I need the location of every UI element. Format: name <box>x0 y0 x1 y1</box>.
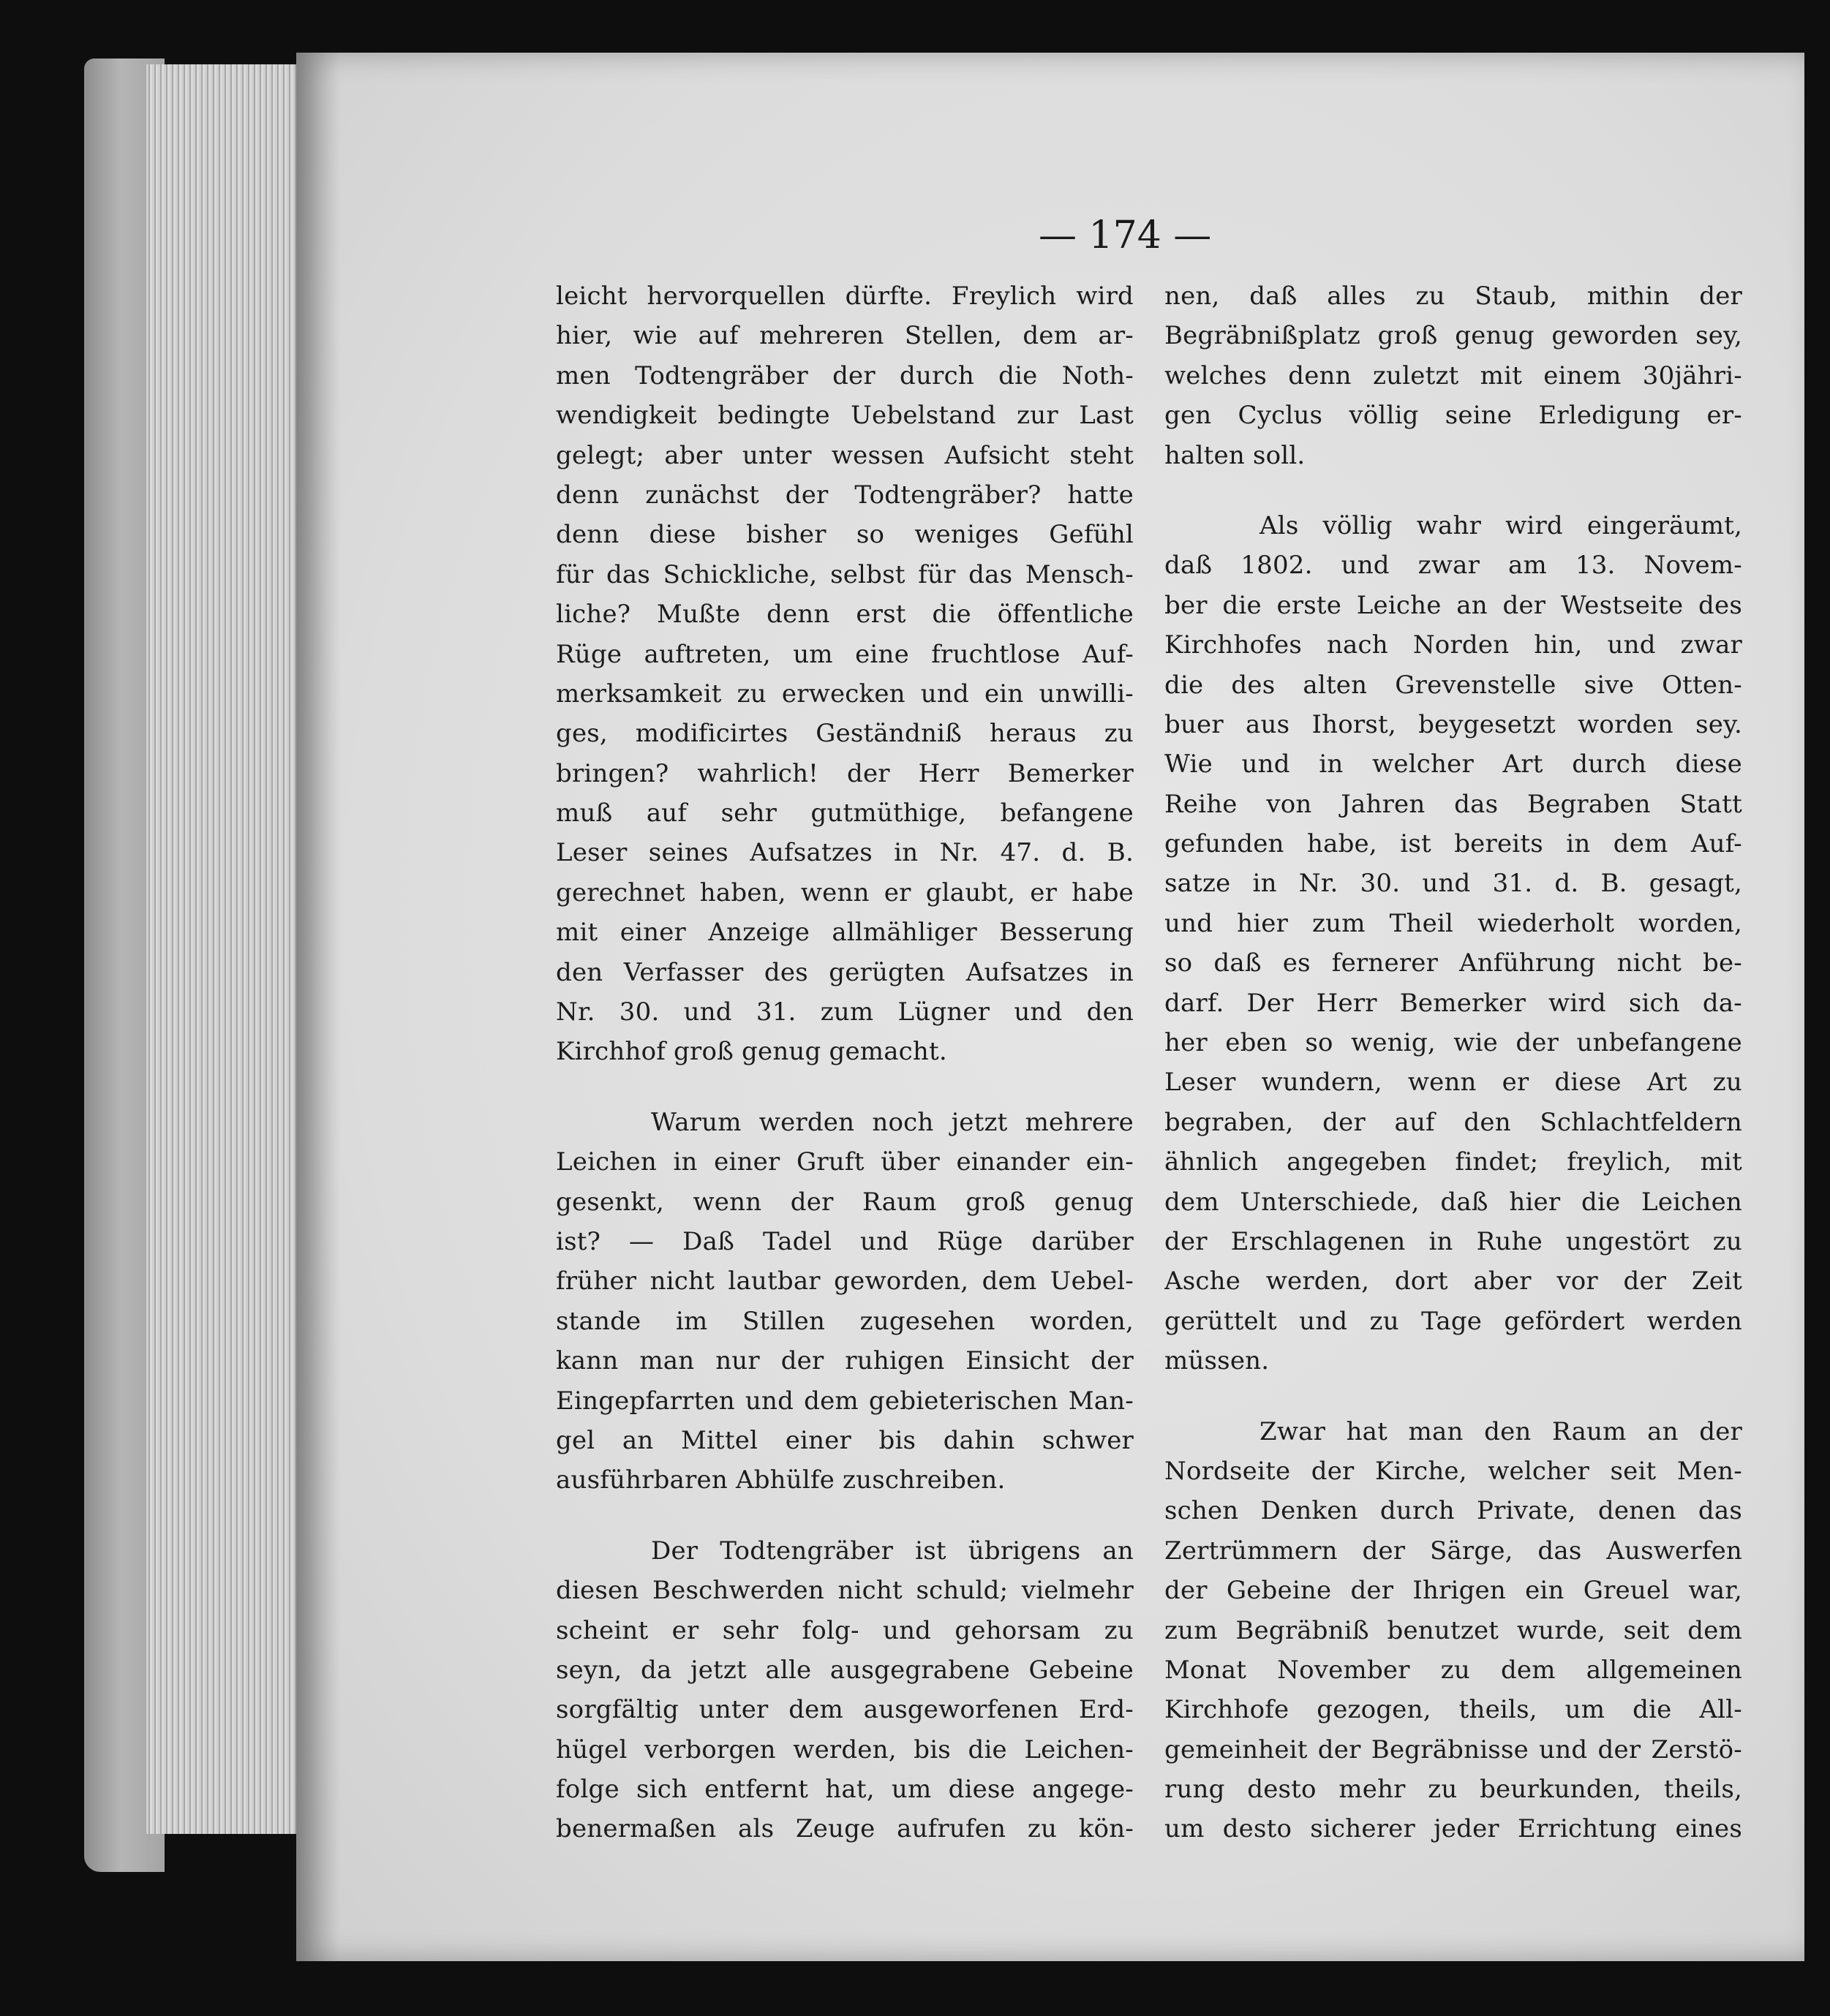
text-line: leicht hervorquellen dürfte. Freylich wird <box>556 282 1134 311</box>
text-line: darf. Der Herr Bemerker wird sich da- <box>1164 988 1742 1018</box>
text-line: hügel verborgen werden, bis die Leichen- <box>556 1734 1134 1764</box>
text-line: dem Unterschiede, daß hier die Leichen <box>1164 1187 1742 1217</box>
left-text-column <box>556 276 1134 1849</box>
text-line: müssen. <box>1164 1346 1270 1376</box>
text-line: sorgfältig unter dem ausgeworfenen Erd- <box>556 1695 1134 1725</box>
text-line: Kirchhofe gezogen, theils, um die All- <box>1164 1695 1742 1725</box>
right-text-column <box>1164 276 1742 1849</box>
text-line: gerechnet haben, wenn er glaubt, er habe <box>556 877 1134 907</box>
text-line: halten soll. <box>1164 440 1306 470</box>
text-line: her eben so wenig, wie der unbefangene <box>1164 1028 1742 1058</box>
text-line: Als völlig wahr wird eingeräumt, <box>1259 510 1742 540</box>
text-line: schen Denken durch Private, denen das <box>1164 1496 1742 1526</box>
paragraph-gap <box>1164 1381 1742 1412</box>
text-line: und hier zum Theil wiederholt worden, <box>1164 908 1742 938</box>
text-line: liche? Mußte denn erst die öffentliche <box>556 600 1134 630</box>
text-line: denn diese bisher so weniges Gefühl <box>556 520 1134 550</box>
text-line: gel an Mittel einer bis dahin schwer <box>556 1425 1134 1455</box>
paragraph <box>1164 506 1742 1381</box>
text-line: mit einer Anzeige allmähliger Besserung <box>556 918 1134 948</box>
text-line: Nr. 30. und 31. zum Lügner und den <box>556 997 1134 1027</box>
paragraph <box>1164 276 1742 475</box>
text-line: gefunden habe, ist bereits in dem Auf- <box>1164 829 1742 859</box>
text-line: gesenkt, wenn der Raum groß genug <box>556 1187 1134 1217</box>
text-line: daß 1802. und zwar am 13. Novem- <box>1164 551 1742 581</box>
text-line: Leser wundern, wenn er diese Art zu <box>1164 1068 1742 1098</box>
text-line: gen Cyclus völlig seine Erledigung er- <box>1164 401 1742 431</box>
text-line: um desto sicherer jeder Errichtung eines <box>1164 1814 1742 1844</box>
text-line: ausführbaren Abhülfe zuschreiben. <box>556 1465 1006 1495</box>
text-line: ist? — Daß Tadel und Rüge darüber <box>556 1226 1134 1256</box>
text-line: Eingepfarrten und dem gebieterischen Man- <box>556 1386 1134 1416</box>
text-line: Monat November zu dem allgemeinen <box>1164 1655 1742 1685</box>
text-line: buer aus Ihorst, beygesetzt worden sey. <box>1164 709 1742 739</box>
text-line: benermaßen als Zeuge aufrufen zu kön- <box>556 1814 1134 1844</box>
text-line: Begräbnißplatz groß genug geworden sey, <box>1164 321 1742 351</box>
page-number: — 174 — <box>1039 214 1212 257</box>
text-line: wendigkeit bedingte Uebelstand zur Last <box>556 401 1134 431</box>
text-line: zum Begräbniß benutzet wurde, seit dem <box>1164 1615 1742 1645</box>
page-stack-edges <box>146 64 300 1834</box>
text-line: Kirchhofes nach Norden hin, und zwar <box>1164 630 1742 660</box>
text-line: satze in Nr. 30. und 31. d. B. gesagt, <box>1164 869 1742 899</box>
text-line: ges, modificirtes Geständniß heraus zu <box>556 719 1134 749</box>
text-line: begraben, der auf den Schlachtfeldern <box>1164 1107 1742 1137</box>
text-line: seyn, da jetzt alle ausgegrabene Gebeine <box>556 1655 1134 1685</box>
text-line: so daß es fernerer Anführung nicht be- <box>1164 948 1742 978</box>
text-line: stande im Stillen zugesehen worden, <box>556 1306 1134 1336</box>
paragraph <box>556 1103 1134 1500</box>
text-line: Kirchhof groß genug gemacht. <box>556 1037 947 1067</box>
text-line: men Todtengräber der durch die Noth- <box>556 360 1134 390</box>
text-line: diesen Beschwerden nicht schuld; vielmehr <box>556 1576 1134 1606</box>
paragraph-gap <box>1164 475 1742 506</box>
text-line: Zwar hat man den Raum an der <box>1259 1416 1742 1446</box>
text-line: Nordseite der Kirche, welcher seit Men- <box>1164 1456 1742 1486</box>
text-line: Warum werden noch jetzt mehrere <box>651 1107 1134 1137</box>
text-line: merksamkeit zu erwecken und ein unwilli- <box>556 679 1134 709</box>
text-line: Reihe von Jahren das Begraben Statt <box>1164 789 1742 819</box>
text-line: bringen? wahrlich! der Herr Bemerker <box>556 758 1134 788</box>
text-line: den Verfasser des gerügten Aufsatzes in <box>556 957 1134 987</box>
text-line: für das Schickliche, selbst für das Mensch- <box>556 559 1134 589</box>
text-line: rung desto mehr zu beurkunden, theils, <box>1164 1775 1742 1805</box>
text-line: ber die erste Leiche an der Westseite des <box>1164 590 1742 620</box>
text-line: der Gebeine der Ihrigen ein Greuel war, <box>1164 1576 1742 1606</box>
text-line: Wie und in welcher Art durch diese <box>1164 750 1742 779</box>
paragraph-gap <box>556 1500 1134 1531</box>
text-line: der Erschlagenen in Ruhe ungestört zu <box>1164 1226 1742 1256</box>
text-line: Leichen in einer Gruft über einander ein- <box>556 1147 1134 1177</box>
text-line: denn zunächst der Todtengräber? hatte <box>556 480 1134 510</box>
text-line: scheint er sehr folg- und gehorsam zu <box>556 1615 1134 1645</box>
text-line: Zertrümmern der Särge, das Auswerfen <box>1164 1536 1742 1566</box>
text-line: gerüttelt und zu Tage gefördert werden <box>1164 1306 1742 1336</box>
gutter-shadow <box>296 53 340 1961</box>
text-line: ähnlich angegeben findet; freylich, mit <box>1164 1147 1742 1177</box>
text-line: kann man nur der ruhigen Einsicht der <box>556 1346 1134 1376</box>
text-line: folge sich entfernt hat, um diese angege- <box>556 1775 1134 1805</box>
paragraph <box>1164 1412 1742 1849</box>
text-line: muß auf sehr gutmüthige, befangene <box>556 799 1134 828</box>
text-line: hier, wie auf mehreren Stellen, dem ar- <box>556 321 1134 351</box>
text-line: Asche werden, dort aber vor der Zeit <box>1164 1266 1742 1296</box>
text-line: die des alten Grevenstelle sive Otten- <box>1164 670 1742 700</box>
text-line: nen, daß alles zu Staub, mithin der <box>1164 282 1742 311</box>
text-line: welches denn zuletzt mit einem 30jähri- <box>1164 360 1742 390</box>
text-line: gelegt; aber unter wessen Aufsicht steht <box>556 440 1134 470</box>
paragraph <box>556 276 1134 1072</box>
paragraph <box>556 1531 1134 1849</box>
text-line: früher nicht lautbar geworden, dem Uebel- <box>556 1266 1134 1296</box>
text-line: Rüge auftreten, um eine fruchtlose Auf- <box>556 639 1134 669</box>
text-line: gemeinheit der Begräbnisse und der Zerstö- <box>1164 1734 1742 1764</box>
paragraph-gap <box>556 1072 1134 1103</box>
text-line: Der Todtengräber ist übrigens an <box>651 1536 1134 1566</box>
text-line: Leser seines Aufsatzes in Nr. 47. d. B. <box>556 838 1134 868</box>
